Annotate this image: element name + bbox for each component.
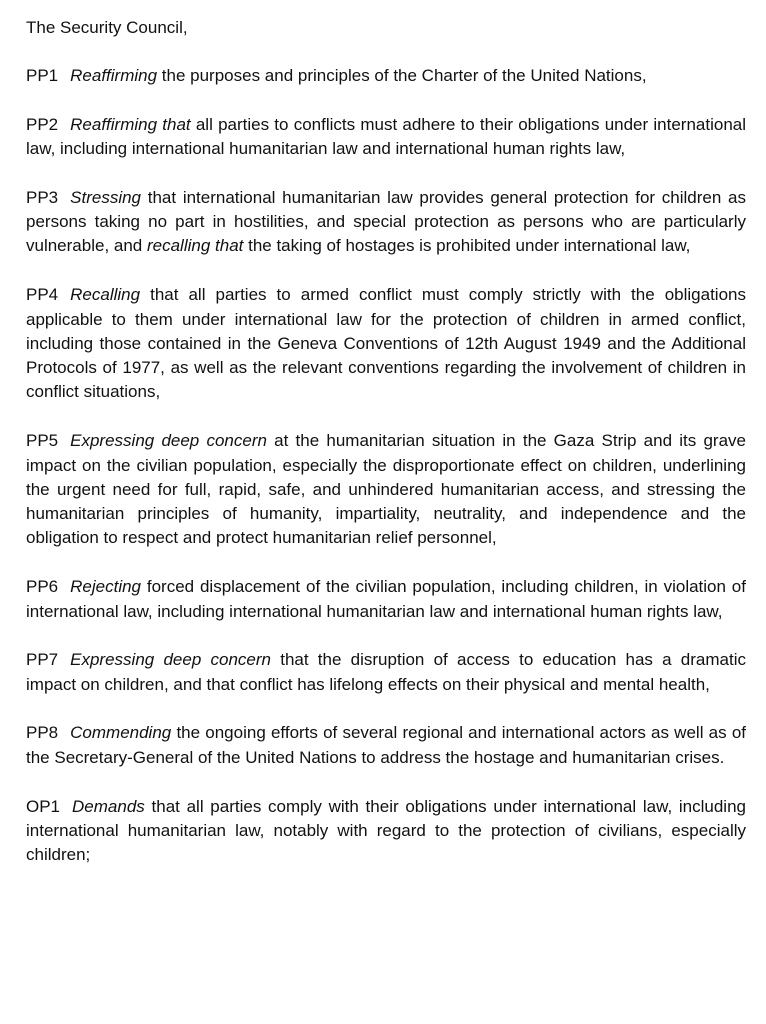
paragraph-text: the purposes and principles of the Charter of the United Nations, bbox=[157, 66, 647, 85]
paragraph-number: PP7 bbox=[26, 650, 59, 670]
paragraph-number: PP6 bbox=[26, 577, 59, 597]
paragraph-op1 bbox=[26, 795, 746, 868]
paragraph-operative-phrase: Recalling bbox=[70, 285, 141, 305]
paragraph-operative-phrase: Stressing bbox=[70, 187, 142, 207]
paragraph-pp7 bbox=[26, 648, 746, 697]
paragraph-pp3 bbox=[26, 186, 746, 259]
paragraph-number: PP2 bbox=[26, 114, 59, 134]
paragraph-text: that international humanitarian law provides general protection for children as persons taking no part in hostilities, and special protection as persons who are particularly vulnerable, and bbox=[26, 187, 746, 256]
paragraph-operative-phrase: Expressing deep concern bbox=[70, 650, 271, 670]
paragraph-number: PP8 bbox=[26, 723, 59, 743]
paragraph-pp1 bbox=[26, 64, 746, 88]
paragraph-number: PP1 bbox=[26, 66, 59, 85]
paragraph-text: forced displacement of the civilian population, including children, in violation of international law, including international humanitarian law and international human rights law, bbox=[26, 577, 746, 621]
paragraph-pp2 bbox=[26, 113, 746, 162]
paragraph-pp6 bbox=[26, 575, 746, 624]
paragraph-number: PP3 bbox=[26, 187, 59, 207]
paragraph-number: PP4 bbox=[26, 285, 59, 305]
paragraph-text: at the humanitarian situation in the Gaza Strip and its grave impact on the civilian population, especially the disproportionate effect on children, underlining the urgent need for full, rapid, safe, and unhindered humanitarian access, and stressing the humanitarian principles of humanity, impartiality, neutrality, and independence and the obligation to respect and protect humanitarian relief personnel, bbox=[26, 431, 746, 548]
paragraph-text: that the disruption of access to education has a dramatic impact on children, and that conflict has lifelong effects on their physical and mental health, bbox=[26, 650, 746, 694]
paragraph-operative-phrase: Commending bbox=[70, 723, 172, 743]
paragraph-operative-phrase: Demands bbox=[72, 796, 145, 816]
paragraph-text-secondary: the taking of hostages is prohibited under international law, bbox=[243, 236, 691, 256]
paragraph-text: the ongoing efforts of several regional and international actors as well as of the Secretary-General of the United Nations to address the hostage and humanitarian crises. bbox=[26, 723, 746, 767]
paragraph-pp5 bbox=[26, 429, 746, 550]
paragraph-pp4 bbox=[26, 283, 746, 404]
paragraph-operative-phrase: Expressing deep concern bbox=[70, 431, 267, 451]
paragraph-pp8 bbox=[26, 721, 746, 770]
paragraph-operative-phrase: Reaffirming that bbox=[70, 114, 191, 134]
paragraph-text: all parties to conflicts must adhere to their obligations under international law, including international humanitarian law and international human rights law, bbox=[26, 114, 747, 159]
paragraph-operative-phrase-secondary: recalling that bbox=[146, 236, 244, 256]
paragraph-number: OP1 bbox=[26, 796, 61, 816]
paragraph-operative-phrase: Reaffirming bbox=[70, 66, 158, 85]
document-heading: The Security Council, bbox=[26, 18, 188, 37]
paragraph-operative-phrase: Rejecting bbox=[70, 577, 142, 597]
paragraph-number: PP5 bbox=[26, 431, 59, 451]
paragraph-text: that all parties to armed conflict must comply strictly with the obligations applicable to them under international law for the protection of children in armed conflict, including those contained in the Geneva Conventions of 12th August 1949 and the Additional Protocols of 1977, as well as the relevant conventions regarding the involvement of children in conflict situations, bbox=[26, 285, 746, 402]
paragraph-text: that all parties comply with their obligations under international law, including international humanitarian law, notably with regard to the protection of civilians, especially children; bbox=[26, 796, 746, 865]
